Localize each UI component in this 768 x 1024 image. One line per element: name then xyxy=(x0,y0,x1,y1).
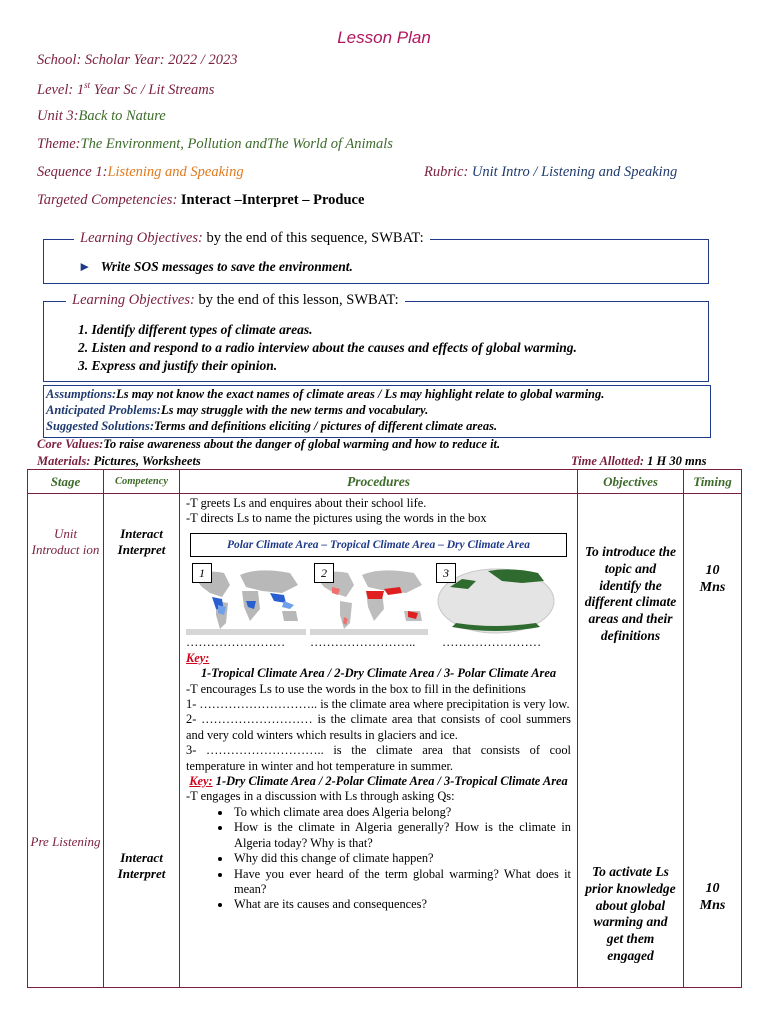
list-item: • How is the climate in Algeria generally? How is the climate in Algeria today? Why is that? xyxy=(232,820,571,851)
map-answer-blank-3: …………………… xyxy=(442,634,542,649)
objective-1: To introduce the topic and identify the different climate areas and their definitions xyxy=(584,544,677,643)
header-procedures: Procedures xyxy=(180,470,578,494)
list-item: • What are its causes and consequences? xyxy=(232,897,571,912)
competencies-line xyxy=(37,192,364,209)
list-item: • Why did this change of climate happen? xyxy=(232,851,571,866)
lesson-objectives-heading xyxy=(66,292,405,309)
procedures-cell xyxy=(180,494,578,988)
key-answers-2-line xyxy=(186,774,571,789)
sequence-line xyxy=(37,164,244,181)
lesson-objectives-intro: by the end of this lesson, SWBAT: xyxy=(194,292,399,308)
school-year-line: School: Scholar Year: 2022 / 2023 xyxy=(37,52,238,68)
materials-text: Pictures, Worksheets xyxy=(90,454,201,468)
definition-3: 3- ……………………….. is the climate area that consists of cool temperature in winter and hot temperature in summer. xyxy=(186,743,571,773)
definition-1: 1- ……………………….. is the climate area where precipitation is very low. xyxy=(186,697,570,712)
sequence-label: Sequence 1: xyxy=(37,164,108,180)
theme-line xyxy=(37,136,393,153)
header-timing: Timing xyxy=(684,470,742,494)
sequence-objectives-heading xyxy=(74,230,430,247)
materials-line xyxy=(37,454,201,469)
table-row xyxy=(28,494,742,988)
competencies-label: Targeted Competencies: xyxy=(37,192,181,208)
time-allotted-label: Time Allotted: xyxy=(571,454,648,468)
stage-unit-introduction: Unit Introduct ion xyxy=(31,526,100,557)
unit-value: Back to Nature xyxy=(78,108,166,124)
rubric-label: Rubric: xyxy=(424,164,472,180)
procedure-discussion: -T engages in a discussion with Ls through asking Qs: xyxy=(186,789,455,804)
stage-cell xyxy=(28,494,104,988)
procedures-content xyxy=(180,494,577,913)
time-allotted-value: 1 H 30 mns xyxy=(647,454,707,468)
theme-label: Theme: xyxy=(37,136,81,152)
key-label: Key: xyxy=(186,650,210,665)
word-box: Polar Climate Area – Tropical Climate Area – Dry Climate Area xyxy=(190,533,567,557)
objectives-cell xyxy=(578,494,684,988)
time-allotted-line xyxy=(571,454,707,469)
table-header-row xyxy=(28,470,742,494)
page-title: Lesson Plan xyxy=(337,28,431,47)
climate-maps xyxy=(186,563,571,635)
procedure-name-pictures: -T directs Ls to name the pictures using the words in the box xyxy=(186,511,487,526)
objective-2: To activate Ls prior knowledge about global warming and get them engaged xyxy=(585,864,676,963)
level-number: 1 xyxy=(76,81,85,98)
lesson-objective-item: 2. Listen and respond to a radio interview about the causes and effects of global warming. xyxy=(78,340,577,355)
assumptions-block xyxy=(46,387,604,435)
stage-pre-listening: Pre Listening xyxy=(30,834,101,849)
header-stage: Stage xyxy=(28,470,104,494)
competency-2: Interact Interpret xyxy=(117,850,166,881)
assumptions-label: Assumptions: xyxy=(46,387,117,401)
competency-cell xyxy=(104,494,180,988)
level-value: Year Sc / Lit Streams xyxy=(90,81,215,98)
theme-value: The Environment, Pollution andThe World of Animals xyxy=(80,136,393,152)
map-number-3: 3 xyxy=(436,563,456,583)
level-label: Level: xyxy=(37,81,77,98)
sequence-objective-text: Write SOS messages to save the environment. xyxy=(100,259,353,274)
materials-label: Materials: xyxy=(37,454,91,468)
map-number-2: 2 xyxy=(314,563,334,583)
key-label-2: Key: xyxy=(189,774,213,789)
timing-2: 10 Mns xyxy=(699,881,726,913)
lesson-objectives-label: Learning Objectives: xyxy=(72,292,195,308)
suggested-solutions-line xyxy=(46,419,604,435)
lesson-objectives-list xyxy=(78,322,577,376)
level-ordinal: st xyxy=(84,80,91,90)
map-answer-blank-1: …………………… xyxy=(186,634,286,649)
unit-line xyxy=(37,108,166,125)
list-item: • To which climate area does Algeria belong? xyxy=(232,805,571,820)
core-values-line xyxy=(37,437,500,452)
triangle-bullet-icon: ► xyxy=(78,259,92,274)
key-answers-2: 1-Dry Climate Area / 2-Polar Climate Area / 3-Tropical Climate Area xyxy=(212,774,568,789)
competencies-value: Interact –Interpret – Produce xyxy=(180,192,365,208)
core-values-label: Core Values: xyxy=(37,437,104,451)
timing-cell xyxy=(684,494,742,988)
lesson-objective-item: 3. Express and justify their opinion. xyxy=(78,358,278,373)
assumptions-text: Ls may not know the exact names of climate areas / Ls may highlight relate to global warming. xyxy=(116,387,605,401)
map-answer-lines xyxy=(186,635,571,651)
unit-label: Unit 3: xyxy=(37,108,79,124)
anticipated-problems-line xyxy=(46,403,604,419)
procedure-fill-definitions: -T encourages Ls to use the words in the box to fill in the definitions xyxy=(186,681,526,696)
list-item: • Have you ever heard of the term global warming? What does it mean? xyxy=(232,867,571,898)
timing-1: 10 Mns xyxy=(699,563,726,595)
map-answer-blank-2: …………………….. xyxy=(310,634,416,649)
procedures-table xyxy=(27,469,742,988)
map-number-1: 1 xyxy=(192,563,212,583)
sequence-objective-item xyxy=(78,259,353,275)
header-objectives: Objectives xyxy=(578,470,684,494)
level-line xyxy=(37,80,214,99)
procedure-greeting: -T greets Ls and enquires about their school life. xyxy=(186,496,427,510)
anticipated-problems-label: Anticipated Problems: xyxy=(46,403,161,417)
definition-2: 2- ……………………… is the climate area that consists of cool summers and very cold winters which results in glaciers and ice. xyxy=(186,712,571,742)
suggested-solutions-label: Suggested Solutions: xyxy=(46,419,155,433)
key-answers-1: 1-Tropical Climate Area / 2-Dry Climate Area / 3- Polar Climate Area xyxy=(200,666,557,681)
sequence-value: Listening and Speaking xyxy=(107,164,244,180)
assumptions-line xyxy=(46,387,604,403)
header-competency: Competency xyxy=(104,470,180,494)
anticipated-problems-text: Ls may struggle with the new terms and vocabulary. xyxy=(160,403,429,417)
sequence-objectives-intro: by the end of this sequence, SWBAT: xyxy=(202,230,424,246)
core-values-text: To raise awareness about the danger of global warming and how to reduce it. xyxy=(103,437,501,451)
lesson-objective-item: 1. Identify different types of climate areas. xyxy=(78,322,313,337)
rubric-line xyxy=(424,164,677,181)
rubric-value: Unit Intro / Listening and Speaking xyxy=(471,164,678,180)
sequence-objectives-label: Learning Objectives: xyxy=(80,230,203,246)
discussion-questions xyxy=(186,805,571,913)
competency-1: Interact Interpret xyxy=(117,526,166,557)
suggested-solutions-text: Terms and definitions eliciting / pictures of different climate areas. xyxy=(154,419,498,433)
